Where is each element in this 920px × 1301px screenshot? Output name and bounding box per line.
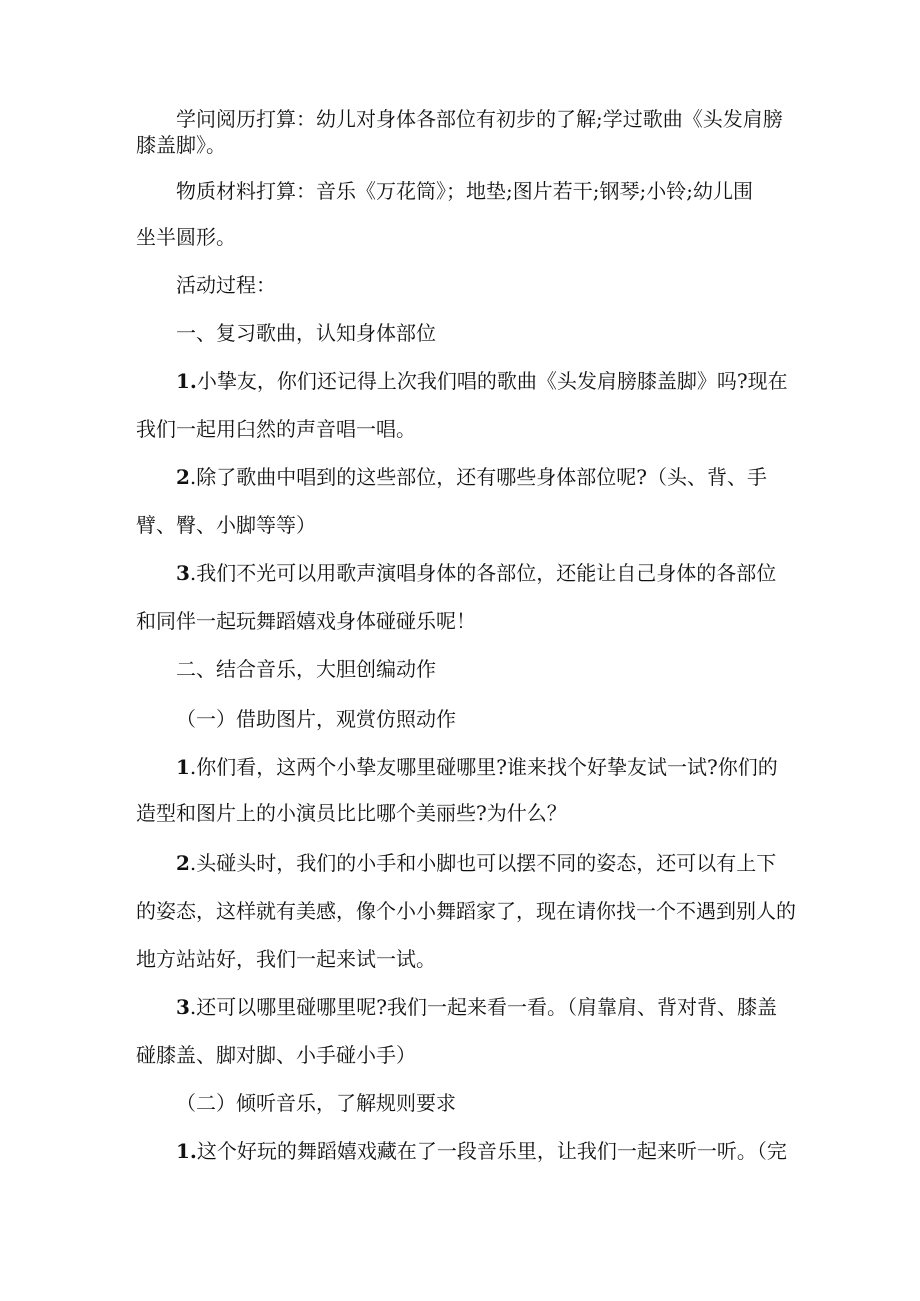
section-heading-1: 一、复习歌曲，认知身体部位 bbox=[176, 321, 436, 345]
item-number: 1. bbox=[176, 369, 197, 393]
subsection-heading-2: （二）倾听音乐，了解规则要求 bbox=[176, 1091, 456, 1115]
paragraph-knowledge-prep-line-1: 学问阅历打算：幼儿对身体各部位有初步的了解;学过歌曲《头发肩膀 bbox=[176, 107, 783, 131]
item-text: .你们看，这两个小挚友哪里碰哪里?谁来找个好挚友试一试?你们的 bbox=[189, 755, 778, 779]
subsection-heading-1: （一）借助图片，观赏仿照动作 bbox=[176, 707, 456, 731]
s1-item-1-line-1 bbox=[176, 368, 788, 394]
sub1-item-1-line-1 bbox=[176, 754, 778, 780]
s1-item-3-line-2: 和同伴一起玩舞蹈嬉戏身体碰碰乐呢！ bbox=[136, 609, 476, 633]
sub2-item-1-line-1 bbox=[176, 1138, 787, 1164]
sub1-item-1-line-2: 造型和图片上的小演员比比哪个美丽些?为什么？ bbox=[136, 801, 567, 825]
paragraph-material-prep-line-1: 物质材料打算：音乐《万花筒》；地垫;图片若干;钢琴;小铃;幼儿围 bbox=[176, 179, 753, 203]
item-number: 1. bbox=[176, 1139, 197, 1163]
item-text: 小挚友，你们还记得上次我们唱的歌曲《头发肩膀膝盖脚》吗?现在 bbox=[196, 369, 788, 393]
item-number: 2 bbox=[176, 851, 190, 875]
section-heading-2: 二、结合音乐，大胆创编动作 bbox=[176, 657, 436, 681]
paragraph-knowledge-prep-line-2: 膝盖脚》。 bbox=[136, 133, 226, 157]
sub1-item-2-line-3: 地方站站好，我们一起来试一试。 bbox=[136, 947, 436, 971]
paragraph-material-prep-line-2: 坐半圆形。 bbox=[136, 225, 236, 249]
item-text: .还可以哪里碰哪里呢?我们一起来看一看。（肩靠肩、背对背、膝盖 bbox=[189, 995, 778, 1019]
sub1-item-3-line-1 bbox=[176, 994, 777, 1020]
item-number: 3 bbox=[176, 561, 190, 585]
s1-item-2-line-2: 臂、臀、小脚等等） bbox=[136, 513, 316, 537]
s1-item-1-line-2: 我们一起用臼然的声音唱一唱。 bbox=[136, 417, 416, 441]
item-text: .我们不光可以用歌声演唱身体的各部位，还能让自己身体的各部位 bbox=[189, 561, 777, 585]
item-number: 3 bbox=[176, 995, 190, 1019]
item-text: .除了歌曲中唱到的这些部位，还有哪些身体部位呢?（头、背、手 bbox=[189, 465, 768, 489]
item-text: .头碰头时，我们的小手和小脚也可以摆不同的姿态，还可以有上下 bbox=[189, 851, 777, 875]
activity-process-heading: 活动过程： bbox=[176, 273, 276, 297]
sub1-item-2-line-1 bbox=[176, 850, 776, 876]
s1-item-2-line-1 bbox=[176, 464, 767, 490]
item-number: 2 bbox=[176, 465, 190, 489]
item-number: 1 bbox=[176, 755, 190, 779]
item-text: 这个好玩的舞蹈嬉戏藏在了一段音乐里，让我们一起来听一听。（完 bbox=[196, 1139, 787, 1163]
s1-item-3-line-1 bbox=[176, 560, 776, 586]
sub1-item-3-line-2: 碰膝盖、脚对脚、小手碰小手） bbox=[136, 1043, 416, 1067]
sub1-item-2-line-2: 的姿态，这样就有美感，像个小小舞蹈家了，现在请你找一个不遇到别人的 bbox=[136, 899, 796, 923]
